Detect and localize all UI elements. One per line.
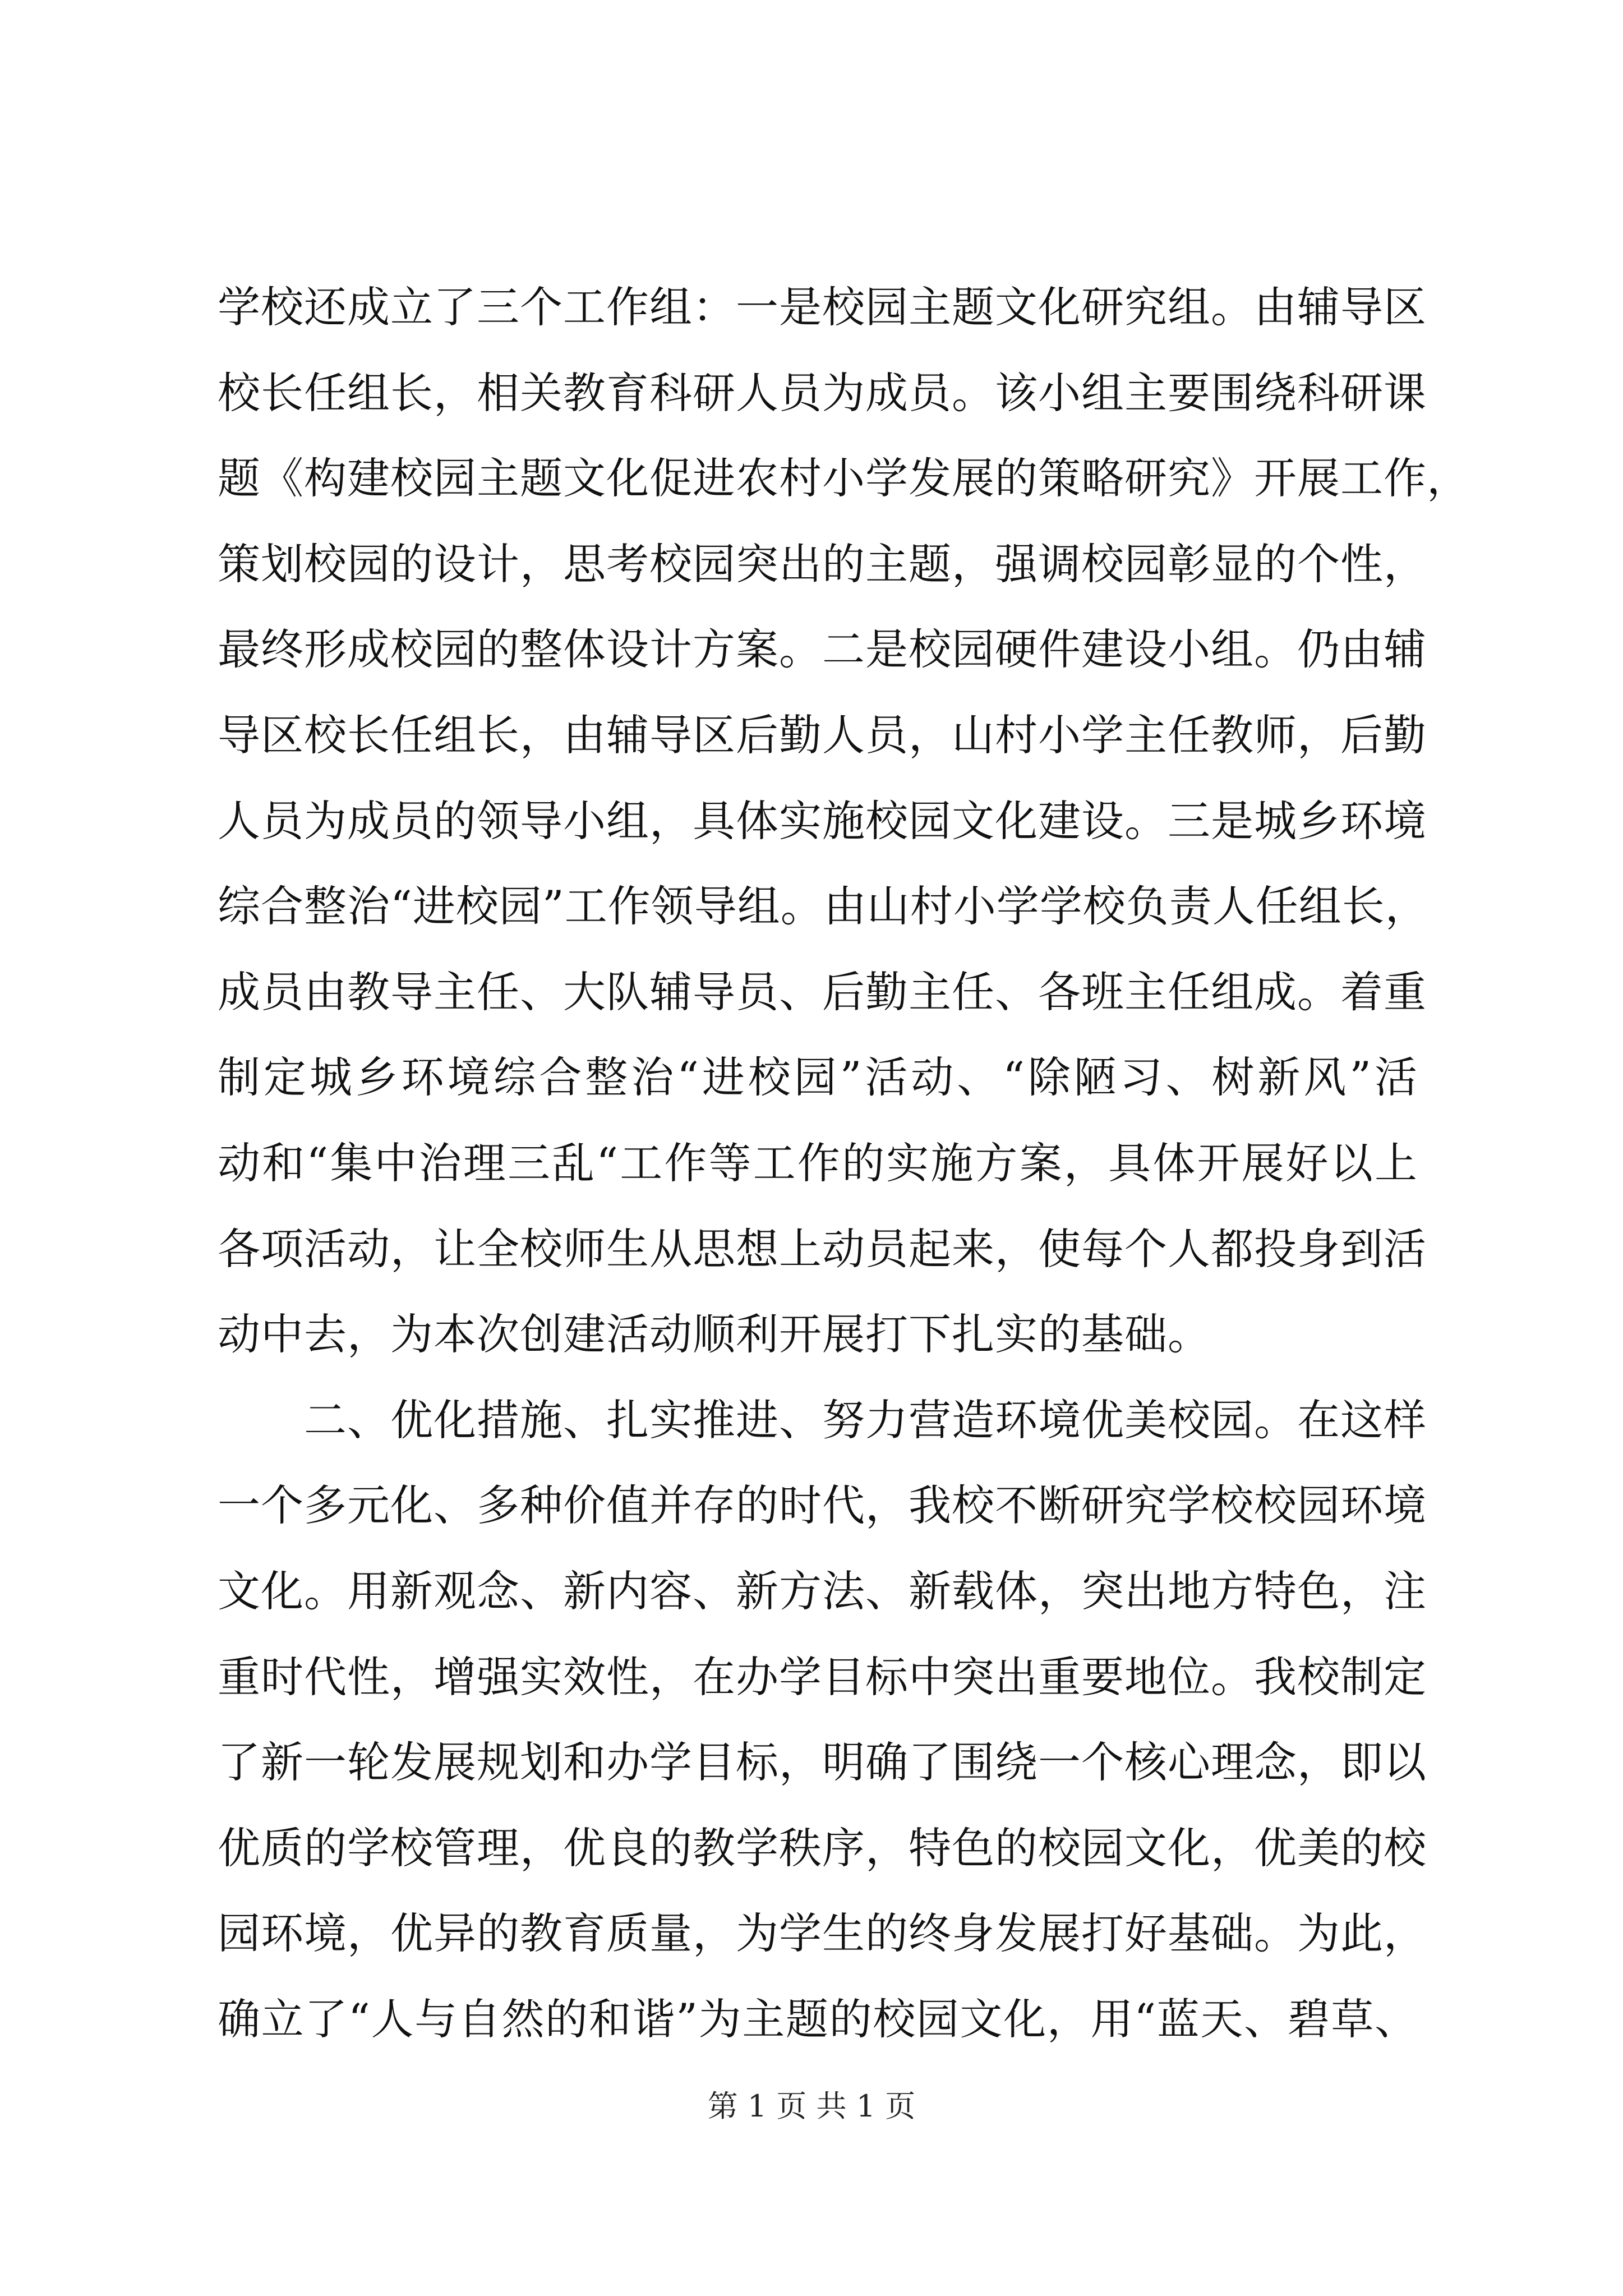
text-line: 确立了“人与自然的和谐”为主题的校园文化，用“蓝天、碧草、 — [218, 1994, 1418, 2044]
text-line: 各项活动，让全校师生从思想上动员起来，使每个人都投身到活 — [218, 1223, 1427, 1274]
text-line: 学校还成立了三个工作组：一是校园主题文化研究组。由辅导区 — [218, 282, 1427, 332]
text-line: 综合整治“进校园”工作领导组。由山村小学学校负责人任组长， — [218, 881, 1428, 932]
text-line: 了新一轮发展规划和办学目标，明确了围绕一个核心理念，即以 — [218, 1737, 1427, 1788]
text-line: 人员为成员的领导小组，具体实施校园文化建设。三是城乡环境 — [218, 795, 1427, 846]
text-line: 动和“集中治理三乱“工作等工作的实施方案，具体开展好以上 — [218, 1138, 1418, 1188]
body-text — [218, 265, 1470, 2062]
text-line: 校长任组长，相关教育科研人员为成员。该小组主要围绕科研课 — [218, 367, 1427, 418]
text-line: 优质的学校管理，优良的教学秩序，特色的校园文化，优美的校 — [218, 1823, 1427, 1873]
text-line: 最终形成校园的整体设计方案。二是校园硬件建设小组。仍由辅 — [218, 624, 1427, 675]
text-line: 二、优化措施、扎实推进、努力营造环境优美校园。在这样 — [218, 1395, 1427, 1445]
text-line: 文化。用新观念、新内容、新方法、新载体，突出地方特色，注 — [218, 1566, 1427, 1616]
text-line: 园环境，优异的教育质量，为学生的终身发展打好基础。为此， — [218, 1908, 1427, 1959]
page-footer: 第 1 页 共 1 页 — [707, 2088, 916, 2124]
text-line: 一个多元化、多种价值并存的时代，我校不断研究学校校园环境 — [218, 1480, 1427, 1531]
text-line: 导区校长任组长，由辅导区后勤人员，山村小学主任教师，后勤 — [218, 710, 1427, 760]
text-line: 重时代性，增强实效性，在办学目标中突出重要地位。我校制定 — [218, 1651, 1427, 1702]
text-line: 题《构建校园主题文化促进农村小学发展的策略研究》开展工作， — [218, 453, 1470, 504]
text-line: 成员由教导主任、大队辅导员、后勤主任、各班主任组成。着重 — [218, 967, 1427, 1017]
text-line: 策划校园的设计，思考校园突出的主题，强调校园彰显的个性， — [218, 539, 1427, 589]
text-line: 制定城乡环境综合整治“进校园”活动、“除陋习、树新风”活 — [218, 1052, 1418, 1103]
text-line: 动中去，为本次创建活动顺利开展打下扎实的基础。 — [218, 1309, 1211, 1360]
